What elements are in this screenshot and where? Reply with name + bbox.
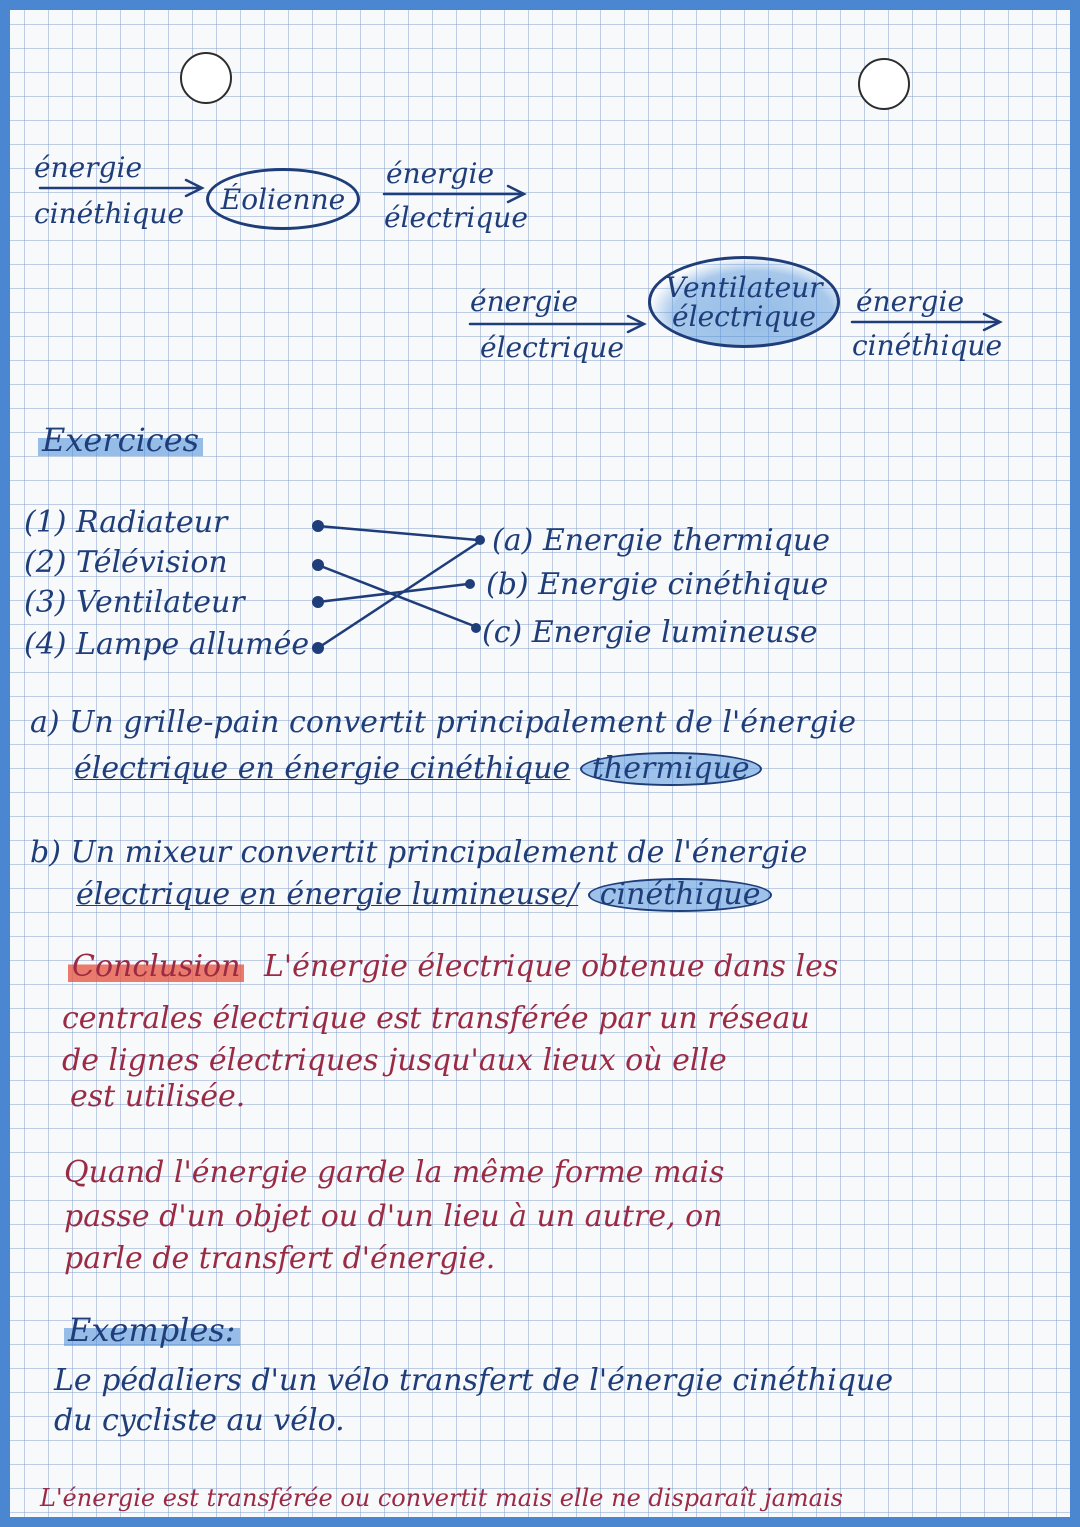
left-item-1: (1) Radiateur — [24, 505, 228, 540]
diagram1-output-line1: énergie — [386, 157, 495, 190]
exemples-line1: Le pédaliers d'un vélo transfert de l'énergie cinéthique — [54, 1363, 894, 1398]
diagram2-box-line1: Ventilateur — [665, 270, 823, 304]
diagram2-input-line2: électrique — [480, 331, 624, 364]
diagram1-input-line1: énergie — [34, 151, 143, 184]
diagram2-output-line1: énergie — [856, 285, 965, 318]
left-item-2: (2) Télévision — [24, 545, 228, 580]
link-1-a — [318, 526, 478, 540]
left-item-4: (4) Lampe allumée — [24, 627, 310, 662]
right-dot-b — [465, 579, 475, 589]
diagram2-output-line2: cinéthique — [852, 329, 1003, 362]
exemples-line2: du cycliste au vélo. — [54, 1403, 345, 1438]
question-b-line2 — [76, 878, 772, 912]
right-item-a: (a) Energie thermique — [492, 523, 831, 558]
left-dot-1 — [312, 520, 324, 532]
conclusion-line2: centrales électrique est transférée par un réseau — [62, 1001, 810, 1036]
transfer-line1: Quand l'énergie garde la même forme mais — [64, 1155, 725, 1190]
left-dot-3 — [312, 596, 324, 608]
transfer-line3: parle de transfert d'énergie. — [64, 1241, 496, 1276]
exercices-heading-label: Exercices — [38, 421, 203, 459]
question-b-line2-text: électrique en énergie lumineuse/ — [76, 877, 579, 912]
footer-statement: L'énergie est transférée ou convertit mais elle ne disparaît jamais — [40, 1484, 843, 1512]
conclusion-line1 — [68, 949, 839, 984]
link-4-a — [318, 540, 482, 648]
exemples-heading-label: Exemples: — [64, 1311, 240, 1349]
exercices-heading — [38, 421, 203, 459]
question-a-line2 — [74, 752, 762, 786]
left-dot-4 — [312, 642, 324, 654]
left-item-3: (3) Ventilateur — [24, 585, 245, 620]
right-item-c: (c) Energie lumineuse — [482, 615, 818, 650]
conclusion-line3: de lignes électriques jusqu'aux lieux où elle — [62, 1043, 727, 1078]
conclusion-line4: est utilisée. — [70, 1079, 246, 1114]
diagram1-input-line2: cinéthique — [34, 197, 185, 230]
exemples-heading — [64, 1311, 240, 1349]
diagram2-input-line1: énergie — [470, 285, 579, 318]
right-dot-a — [475, 535, 485, 545]
conclusion-line1-text: L'énergie électrique obtenue dans les — [263, 949, 839, 984]
left-dot-2 — [312, 559, 324, 571]
question-a-line2-text: électrique en énergie cinéthique — [74, 751, 571, 786]
diagram2-box-line2: électrique — [672, 300, 816, 333]
right-dot-c — [471, 623, 481, 633]
conclusion-label: Conclusion — [68, 949, 244, 984]
question-b-answer: cinéthique — [588, 878, 773, 912]
question-b-line1: b) Un mixeur convertit principalement de l'énergie — [30, 835, 808, 870]
diagram1-box-label: Éolienne — [220, 182, 346, 216]
question-a-answer: thermique — [580, 752, 762, 786]
right-item-b: (b) Energie cinéthique — [486, 567, 829, 602]
diagram1-output-line2: électrique — [384, 201, 528, 234]
transfer-line2: passe d'un objet ou d'un lieu à un autre, on — [64, 1199, 723, 1234]
question-a-line1: a) Un grille-pain convertit principalement de l'énergie — [30, 705, 856, 740]
